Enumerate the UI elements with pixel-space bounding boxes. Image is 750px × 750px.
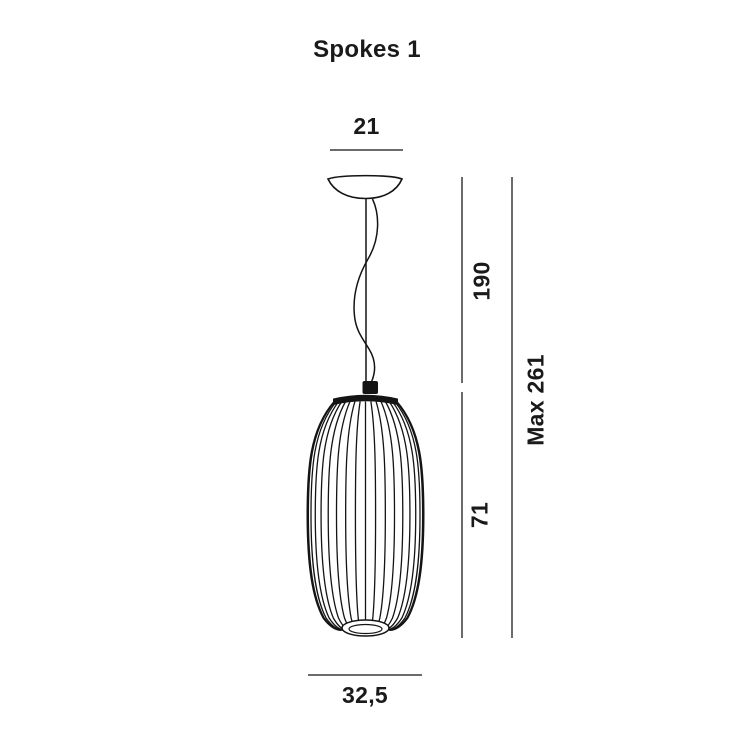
dim-line-cable-length <box>461 177 463 383</box>
dim-line-canopy-width <box>330 149 403 151</box>
dim-line-body-width <box>308 674 422 676</box>
dim-line-body-height <box>461 392 463 638</box>
ceiling-canopy <box>328 176 402 199</box>
label-body-width: 32,5 <box>342 682 388 708</box>
label-max-total-height: Max 261 <box>522 354 549 446</box>
spoke-cage-shade <box>308 402 424 631</box>
cable-socket-cap <box>363 381 379 394</box>
dim-line-max-height <box>511 177 513 638</box>
label-canopy-width: 21 <box>353 113 380 139</box>
label-cable-length: 190 <box>468 261 495 301</box>
page-title: Spokes 1 <box>313 36 421 63</box>
label-body-height: 71 <box>466 501 493 529</box>
